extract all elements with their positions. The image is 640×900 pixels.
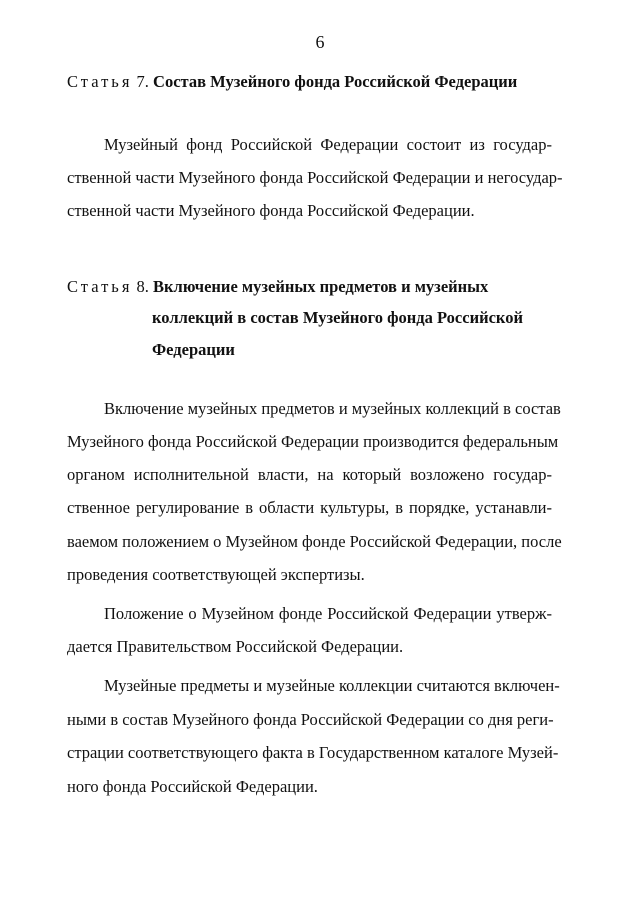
article-8-p3-line-4: ного фонда Российской Федерации.: [67, 777, 318, 796]
article-8-p1-line-2: Музейного фонда Российской Федерации производится федеральным: [67, 432, 559, 451]
article-7-title: Состав Музейного фонда Российской Федерации: [153, 72, 518, 91]
article-8-number: 8.: [132, 277, 154, 296]
article-7-text-line-2: ственной части Музейного фонда Российской Федерации и негосудар-: [67, 168, 563, 187]
article-8-p3-line-3: страции соответствующего факта в Государственном каталоге Музей-: [67, 743, 559, 762]
article-8-word: Статья: [67, 277, 133, 296]
article-7-heading: [67, 66, 517, 98]
article-7-text-line-1: Музейный фонд Российской Федерации состоит из государ-: [104, 135, 552, 154]
article-8-p3-line-2: ными в состав Музейного фонда Российской Федерации со дня реги-: [67, 710, 554, 729]
article-8-p1-line-1: Включение музейных предметов и музейных коллекций в состав: [104, 399, 561, 418]
article-8-heading: [67, 271, 488, 303]
article-7-word: Статья: [67, 72, 133, 91]
article-8-p2-line-1: Положение о Музейном фонде Российской Федерации утверж-: [104, 604, 552, 623]
article-7-number: 7.: [132, 72, 154, 91]
article-8-title-line-1: Включение музейных предметов и музейных: [153, 277, 489, 296]
article-8-p2-line-2: дается Правительством Российской Федерации.: [67, 637, 404, 656]
article-7-text-line-3: ственной части Музейного фонда Российской Федерации.: [67, 201, 475, 220]
article-8-p1-line-6: проведения соответствующей экспертизы.: [67, 565, 365, 584]
article-8-p1-line-5: ваемом положением о Музейном фонде Российской Федерации, после: [67, 532, 562, 551]
article-8-p3-line-1: Музейные предметы и музейные коллекции считаются включен-: [104, 676, 560, 695]
page-number: 6: [315, 32, 325, 52]
article-8-title-line-2: коллекций в состав Музейного фонда Российской: [152, 308, 523, 327]
article-8-p1-line-4: ственное регулирование в области культуры, в порядке, устанавли-: [67, 498, 552, 517]
article-8-title-line-3: Федерации: [152, 340, 235, 359]
article-8-p1-line-3: органом исполнительной власти, на который возложено государ-: [67, 465, 552, 484]
